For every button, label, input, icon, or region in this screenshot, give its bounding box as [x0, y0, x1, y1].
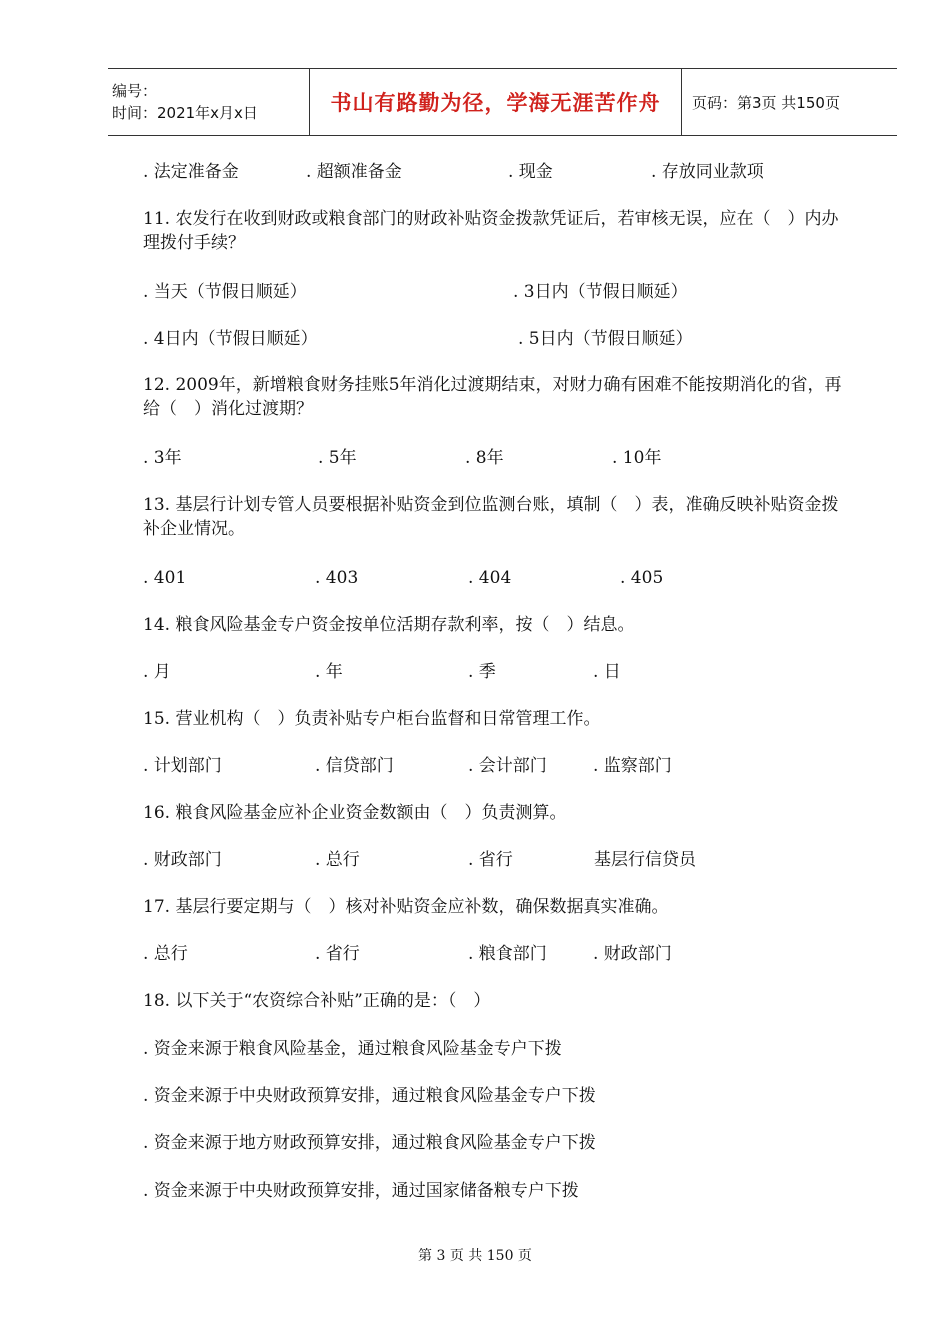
option: . 信贷部门	[315, 756, 394, 776]
header-motto: 书山有路勤为径，学海无涯苦作舟	[310, 69, 682, 135]
option: . 财政部门	[593, 944, 672, 964]
option: . 405	[620, 568, 664, 588]
option: . 3年	[143, 448, 182, 468]
option: . 超额准备金	[306, 162, 402, 182]
option: . 监察部门	[593, 756, 672, 776]
time-label: 时间：2021年x月x日	[112, 104, 258, 122]
option: . 资金来源于中央财政预算安排，通过国家储备粮专户下拨	[143, 1181, 579, 1201]
option: . 法定准备金	[143, 162, 239, 182]
option: . 资金来源于中央财政预算安排，通过粮食风险基金专户下拨	[143, 1086, 596, 1106]
header-meta	[108, 69, 310, 135]
option: . 省行	[468, 850, 513, 870]
option: 基层行信贷员	[594, 850, 696, 870]
question-15: 15. 营业机构（ ）负责补贴专户柜台监督和日常管理工作。	[143, 709, 601, 729]
option: . 资金来源于地方财政预算安排，通过粮食风险基金专户下拨	[143, 1133, 596, 1153]
option: . 当天（节假日顺延）	[143, 282, 307, 302]
option: . 3日内（节假日顺延）	[513, 282, 688, 302]
question-17: 17. 基层行要定期与（ ）核对补贴资金应补数，确保数据真实准确。	[143, 897, 669, 917]
option: . 4日内（节假日顺延）	[143, 329, 318, 349]
question-14: 14. 粮食风险基金专户资金按单位活期存款利率，按（ ）结息。	[143, 615, 635, 635]
option: . 年	[315, 662, 343, 682]
option: . 粮食部门	[468, 944, 547, 964]
option: . 计划部门	[143, 756, 222, 776]
option: . 现金	[508, 162, 553, 182]
option: . 总行	[143, 944, 188, 964]
option: . 404	[468, 568, 512, 588]
option: . 总行	[315, 850, 360, 870]
page-header	[108, 68, 897, 136]
option: . 403	[315, 568, 359, 588]
option: . 10年	[612, 448, 662, 468]
question-18: 18. 以下关于“农资综合补贴”正确的是：（ ）	[143, 991, 491, 1011]
option: . 存放同业款项	[651, 162, 764, 182]
option: . 季	[468, 662, 496, 682]
option: . 401	[143, 568, 187, 588]
option: . 会计部门	[468, 756, 547, 776]
question-12: 12. 2009年，新增粮食财务挂账5年消化过渡期结束，对财力确有困难不能按期消化的省，再给（ ）消化过渡期？	[143, 375, 842, 419]
option: . 5年	[318, 448, 357, 468]
option: . 财政部门	[143, 850, 222, 870]
page-footer: 第 3 页 共 150 页	[418, 1248, 532, 1264]
question-16: 16. 粮食风险基金应补企业资金数额由（ ）负责测算。	[143, 803, 567, 823]
option: . 日	[593, 662, 621, 682]
option: . 月	[143, 662, 171, 682]
question-13: 13. 基层行计划专管人员要根据补贴资金到位监测台账，填制（ ）表，准确反映补贴资金拨补企业情况。	[143, 495, 839, 539]
number-label: 编号：	[112, 82, 158, 100]
option: . 资金来源于粮食风险基金，通过粮食风险基金专户下拨	[143, 1039, 562, 1059]
option: . 5日内（节假日顺延）	[518, 329, 693, 349]
header-page-info: 页码：第3页 共150页	[692, 93, 840, 112]
option: . 8年	[465, 448, 504, 468]
question-11: 11. 农发行在收到财政或粮食部门的财政补贴资金拨款凭证后，若审核无误，应在（ ）内办理拨付手续？	[143, 209, 839, 253]
option: . 省行	[315, 944, 360, 964]
